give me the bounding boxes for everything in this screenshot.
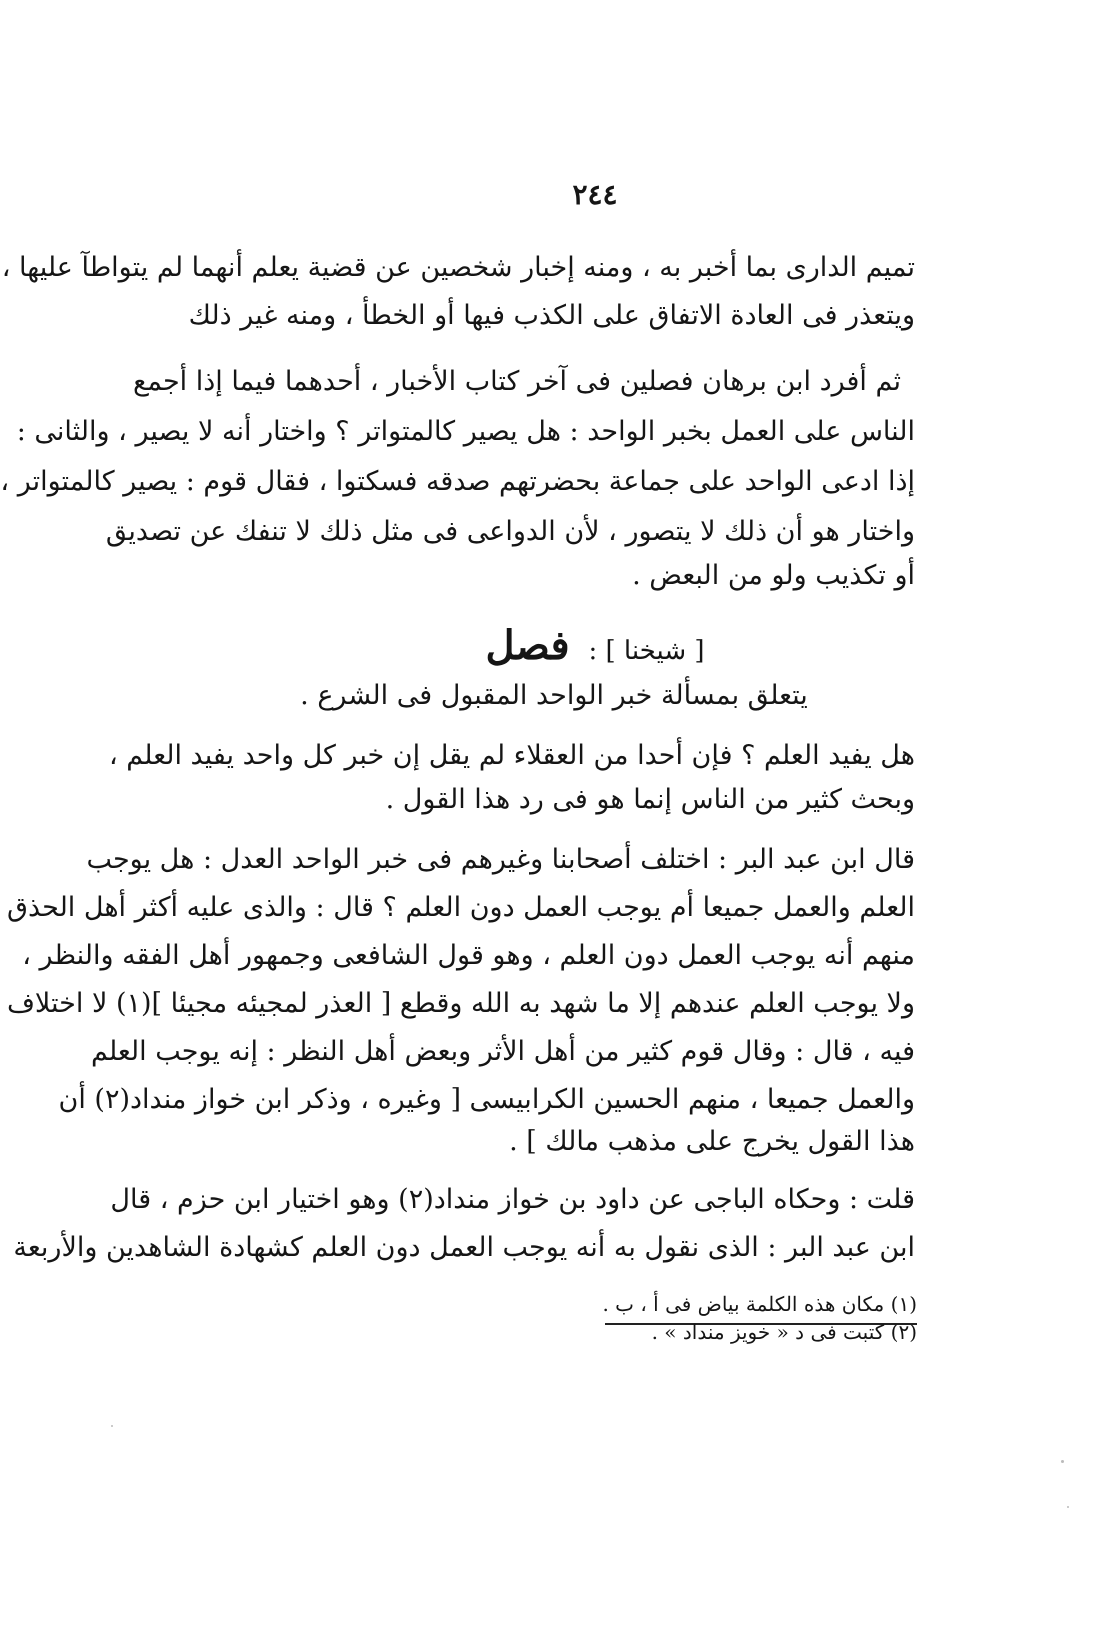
text-line: ولا يوجب العلم عندهم إلا ما شهد به الله وقطع [ العذر لمجيئه مجيئا ](١) لا اختلاف <box>6 988 915 1019</box>
scan-speck <box>1061 1460 1064 1463</box>
footnote: (٢) كتبت فى د « خويز منداد » . <box>651 1320 917 1344</box>
section-subtitle: يتعلق بمسألة خبر الواحد المقبول فى الشرع . <box>300 680 808 711</box>
scan-speck <box>1067 1506 1069 1508</box>
text-line: ويتعذر فى العادة الاتفاق على الكذب فيها أو الخطأ ، ومنه غير ذلك <box>188 300 915 331</box>
text-line: إذا ادعى الواحد على جماعة بحضرتهم صدقه فسكتوا ، فقال قوم : يصير كالمتواتر ، <box>0 466 915 497</box>
text-line: فيه ، قال : وقال قوم كثير من أهل الأثر وبعض أهل النظر : إنه يوجب العلم <box>90 1036 915 1067</box>
section-heading-title: فصل <box>485 622 570 669</box>
text-line: تميم الدارى بما أخبر به ، ومنه إخبار شخصين عن قضية يعلم أنهما لم يتواطآ عليها ، <box>1 252 915 283</box>
text-line: هذا القول يخرج على مذهب مالك ] . <box>509 1126 915 1157</box>
text-line: قال ابن عبد البر : اختلف أصحابنا وغيرهم فى خبر الواحد العدل : هل يوجب <box>86 844 915 875</box>
text-line: الناس على العمل بخبر الواحد : هل يصير كالمتواتر ؟ واختار أنه لا يصير ، والثانى : <box>16 416 915 447</box>
scan-speck <box>111 1425 113 1427</box>
text-line: منهم أنه يوجب العمل دون العلم ، وهو قول الشافعى وجمهور أهل الفقه والنظر ، <box>22 940 915 971</box>
section-heading <box>93 622 1097 669</box>
text-line: العلم والعمل جميعا أم يوجب العمل دون العلم ؟ قال : والذى عليه أكثر أهل الحذق <box>7 892 915 923</box>
footnote: (١) مكان هذه الكلمة بياض فى أ ، ب . <box>602 1292 917 1316</box>
section-heading-label: [ شيخنا ] : <box>588 636 705 666</box>
text-line: واختار هو أن ذلك لا يتصور ، لأن الدواعى فى مثل ذلك لا تنفك عن تصديق <box>105 516 915 547</box>
text-line: هل يفيد العلم ؟ فإن أحدا من العقلاء لم يقل إن خبر كل واحد يفيد العلم ، <box>108 740 915 771</box>
text-line: ابن عبد البر : الذى نقول به أنه يوجب العمل دون العلم كشهادة الشاهدين والأربعة <box>13 1232 915 1263</box>
text-line: والعمل جميعا ، منهم الحسين الكرابيسى [ وغيره ، وذكر ابن خواز منداد(٢) أن <box>58 1084 915 1115</box>
text-line: أو تكذيب ولو من البعض . <box>632 560 915 591</box>
page-number: ٢٤٤ <box>572 178 618 211</box>
text-line: ثم أفرد ابن برهان فصلين فى آخر كتاب الأخبار ، أحدهما فيما إذا أجمع <box>132 366 901 397</box>
text-line: قلت : وحكاه الباجى عن داود بن خواز منداد(٢) وهو اختيار ابن حزم ، قال <box>110 1184 915 1215</box>
text-line: وبحث كثير من الناس إنما هو فى رد هذا القول . <box>385 784 915 815</box>
